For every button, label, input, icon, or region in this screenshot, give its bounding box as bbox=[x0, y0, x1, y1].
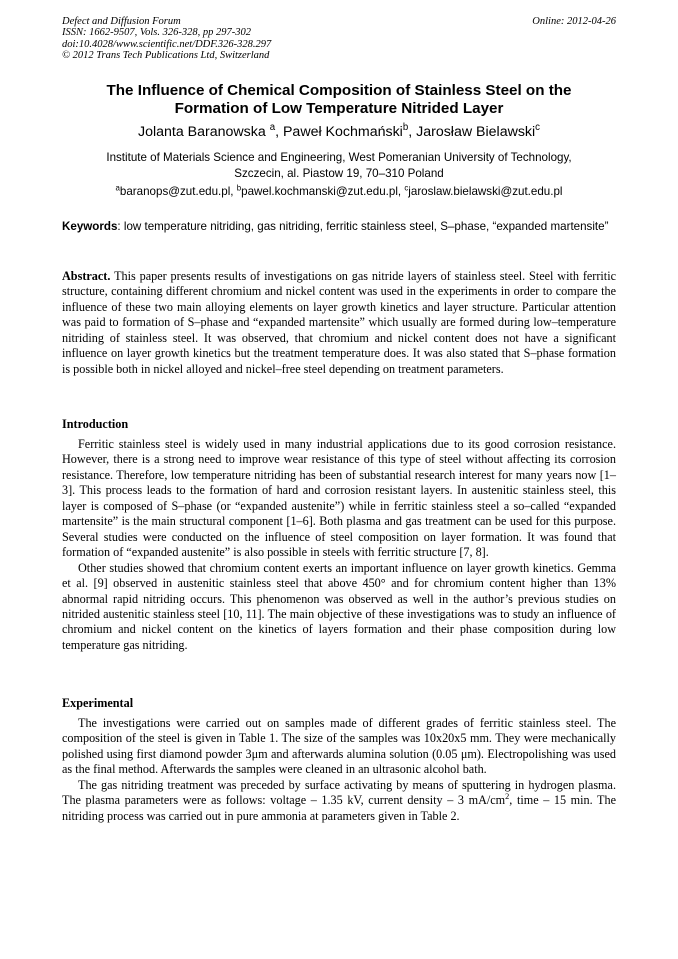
keywords-label: Keywords bbox=[62, 220, 118, 233]
email-list: $^a$baranops@zut.edu.pl, $^b$pawel.kochmanski@zut.edu.pl, $^c$jaroslaw.bielawski@zut.edu.pl bbox=[115, 183, 563, 198]
introduction-paragraph-1: Ferritic stainless steel is widely used in many industrial applications due to its good corrosion resistance. However, there is a strong need to improve wear resistance of this type of steel without affecting its corrosion resistance. Therefore, low temperature nitriding has been of substantial research interest for many years now [1–3]. This process leads to the formation of hard and corrosion resistant layers. In austenitic stainless steel, this layer is composed of S–phase (or “expanded austenite”) while in ferritic stainless steel a so–called “expanded martensite” is the main structural component [1–6]. Both plasma and gas treatment can be used for this purpose. Several studies were conducted on the influence of steel composition on layer formation. It was found that formation of “expanded austenite” is also possible in steels with ferritic structure [7, 8]. bbox=[62, 437, 616, 560]
introduction-heading: Introduction bbox=[62, 417, 129, 431]
author-name: Paweł Kochmański bbox=[282, 124, 403, 140]
affiliation-line-2: Szczecin, al. Piastow 19, 70–310 Poland bbox=[234, 166, 444, 180]
author-marker: c bbox=[535, 122, 540, 134]
author-marker: b bbox=[402, 122, 409, 134]
experimental-heading: Experimental bbox=[62, 696, 134, 710]
introduction-body bbox=[62, 437, 616, 653]
introduction-paragraph-2: Other studies showed that chromium content exerts an important influence on layer growth kinetics. Gemma et al. [9] observed in austenitic stainless steel that above 450° and for chromium content higher than 13% abnormal rapid nitriding occurs. This phenomenon was observed as well in the author’s previous studies on nitrided austenitic stainless steel [10, 11]. The main objective of these investigations was to study an influence of chromium and nickel content on the kinetics of layers formation and their phase composition during low temperature gas nitriding. bbox=[62, 560, 616, 652]
experimental-text: , time – 15 min. The nitriding process was carried out in pure ammonia at parameters given in Table 2. bbox=[62, 793, 616, 823]
experimental-paragraph-1: The investigations were carried out on samples made of different grades of ferritic stainless steel. The composition of the steel is given in Table 1. The size of the samples was 10x20x5 mm. They were mechanically polished using first diamond powder 3μm and afterwards alumina solution (0.05 μm). Electropolishing was used as the final method. Afterwards the samples were cleaned in an ultrasonic alcohol bath. bbox=[62, 716, 616, 777]
author-marker: a bbox=[269, 122, 276, 134]
experimental-text: The gas nitriding treatment was preceded by surface activating by means of sputtering in hydrogen plasma. The plasma parameters were as follows: voltage – 1.35 kV, current density – 3 mA/cm bbox=[62, 777, 616, 808]
experimental-body bbox=[62, 716, 616, 824]
email-address[interactable]: pawel.kochmanski@zut.edu.pl bbox=[241, 185, 398, 198]
keywords bbox=[62, 220, 616, 234]
unit-exponent: 2 bbox=[505, 792, 510, 802]
author-list: Jolanta Baranowska $^a$, Paweł Kochmański$^b$, Jarosław Bielawski$^c$ bbox=[137, 122, 540, 140]
author-name: Jolanta Baranowska bbox=[137, 124, 266, 140]
author-name: Jarosław Bielawski bbox=[416, 124, 536, 140]
email-marker: c bbox=[404, 183, 409, 193]
abstract-label: Abstract. bbox=[62, 269, 111, 283]
abstract-text: This paper presents results of investigations on gas nitride layers of stainless steel. Steel with ferritic structure, containing different chromium and nickel content was used in the experiments in order to compare the influence of these two main alloying elements on layer growth kinetics and layer structure. Particular attention was paid to formation of S–phase and “expanded martensite” which usually are formed during low–temperature nitriding of stainless steel. It was observed, that chromium and nickel content does not have a significant influence on layer growth kinetics but the treatment temperature does. It was also stated that S–phase formation is possible both in nickel alloyed and nickel–free steel depending on treatment parameters. bbox=[62, 269, 616, 376]
affiliation-line-1: Institute of Materials Science and Engineering, West Pomeranian University of Technology, bbox=[106, 151, 572, 164]
online-date: Online: 2012-04-26 bbox=[532, 16, 616, 27]
abstract bbox=[62, 269, 616, 377]
title-line-2: Formation of Low Temperature Nitrided Layer bbox=[174, 100, 504, 117]
copyright: © 2012 Trans Tech Publications Ltd, Switzerland bbox=[62, 50, 270, 62]
title-line-1: The Influence of Chemical Composition of Stainless Steel on the bbox=[106, 82, 572, 99]
page-header bbox=[62, 16, 616, 62]
email-marker: a bbox=[115, 183, 120, 193]
email-address[interactable]: baranops@zut.edu.pl bbox=[119, 185, 231, 198]
paper-title bbox=[62, 82, 616, 118]
affiliation bbox=[62, 150, 616, 181]
email-marker: b bbox=[236, 183, 242, 193]
keywords-text: : low temperature nitriding, gas nitriding, ferritic stainless steel, S–phase, “expanded martensite” bbox=[117, 220, 609, 233]
doi: doi:10.4028/www.scientific.net/DDF.326-328.297 bbox=[62, 38, 272, 50]
issn: ISSN: 1662-9507, Vols. 326-328, pp 297-302 bbox=[62, 27, 251, 39]
email-address[interactable]: jaroslaw.bielawski@zut.edu.pl bbox=[408, 185, 563, 198]
experimental-paragraph-2 bbox=[62, 778, 616, 824]
journal-name: Defect and Diffusion Forum bbox=[62, 16, 181, 27]
